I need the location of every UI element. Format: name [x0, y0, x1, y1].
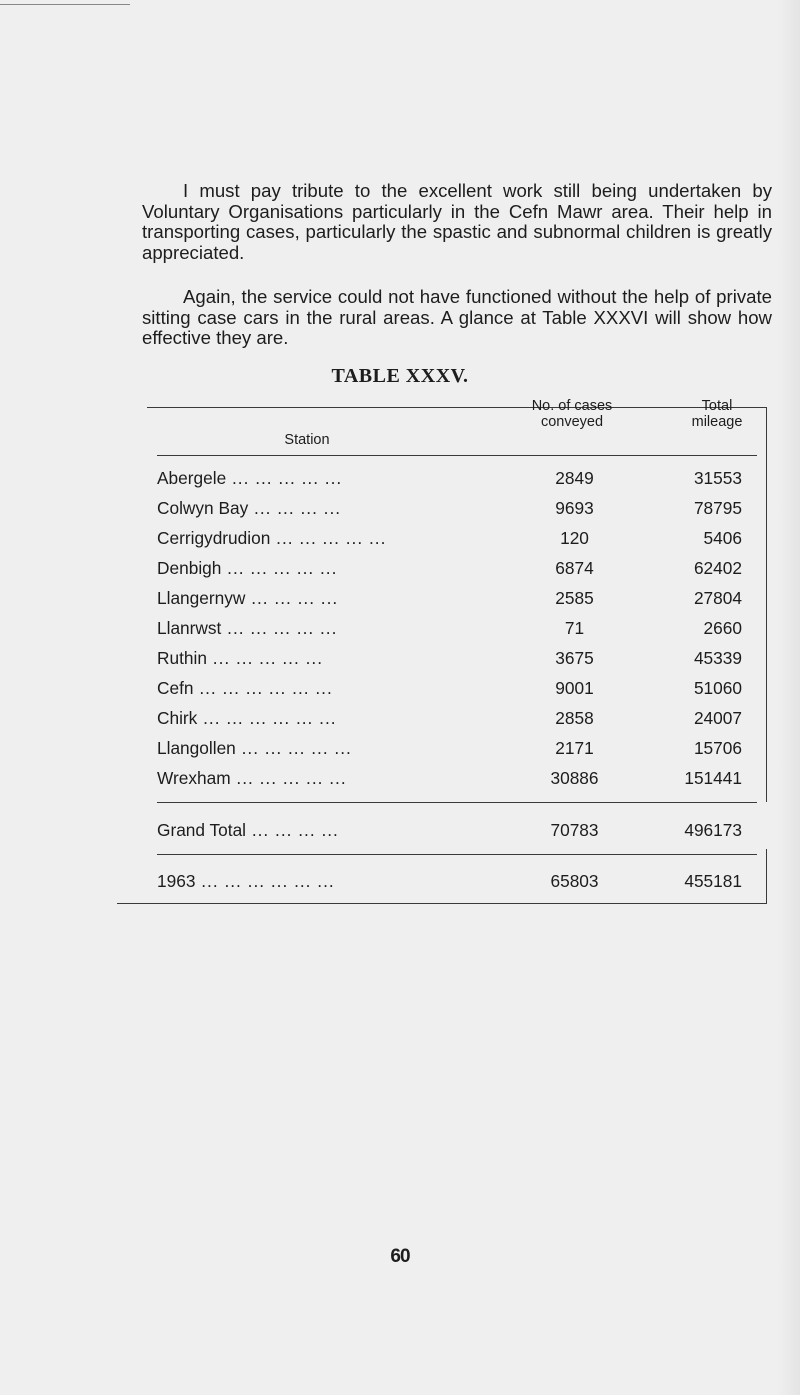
- header-mileage-line1: Total: [701, 398, 733, 414]
- cases-cell: 2585: [555, 588, 594, 608]
- table-row: [147, 708, 767, 738]
- mileage-cell: 455181: [684, 871, 742, 891]
- table-row: [147, 498, 767, 528]
- header-cases: [507, 398, 637, 430]
- mileage-cell: 51060: [693, 678, 742, 698]
- table-bottom-rule: [117, 903, 767, 904]
- cases-cell: 70783: [550, 820, 599, 840]
- total-bottom-rule: [157, 854, 757, 855]
- table-row: [147, 588, 767, 618]
- cases-cell: 2858: [555, 708, 594, 728]
- page-number: 60: [390, 1246, 410, 1267]
- paragraph-sitting-case-cars-text: Again, the service could not have functioned without the help of private sitting case cars in the rural areas. A glance at Table XXXVI will show how effective they are.: [142, 286, 772, 348]
- table-title: TABLE XXXV.: [331, 365, 469, 387]
- table-right-border-lower: [766, 849, 767, 904]
- header-cases-line1: No. of cases: [531, 398, 613, 414]
- header-cases-line2: conveyed: [540, 414, 604, 430]
- cases-cell: 120: [560, 528, 589, 548]
- total-top-rule: [157, 802, 757, 803]
- table-row: [147, 468, 767, 498]
- station-cell: Cerrigydrudion ... ... ... ... ...: [157, 528, 387, 548]
- station-cell: Llangollen ... ... ... ... ...: [157, 738, 352, 758]
- mileage-cell: 31553: [693, 468, 742, 488]
- cases-cell: 30886: [550, 768, 599, 788]
- top-rule: [0, 4, 130, 5]
- mileage-cell: 27804: [693, 588, 742, 608]
- mileage-cell: 45339: [693, 648, 742, 668]
- cases-cell: 2171: [555, 738, 594, 758]
- mileage-cell: 62402: [693, 558, 742, 578]
- header-station: Station: [284, 432, 330, 448]
- cases-cell: 65803: [550, 871, 599, 891]
- cases-cell: 2849: [555, 468, 594, 488]
- mileage-cell: 2660: [703, 618, 742, 638]
- cases-cell: 9693: [555, 498, 594, 518]
- station-cell: Denbigh ... ... ... ... ...: [157, 558, 338, 578]
- table-row: [147, 738, 767, 768]
- table-row: [147, 528, 767, 558]
- station-cell: Wrexham ... ... ... ... ...: [157, 768, 347, 788]
- table-row: [147, 648, 767, 678]
- mileage-cell: 15706: [693, 738, 742, 758]
- paragraph-tribute: [142, 181, 772, 263]
- station-cell: Cefn ... ... ... ... ... ...: [157, 678, 333, 698]
- station-cell: Llangernyw ... ... ... ...: [157, 588, 339, 608]
- station-cell: Colwyn Bay ... ... ... ...: [157, 498, 342, 518]
- cases-cell: 6874: [555, 558, 594, 578]
- paragraph-sitting-case-cars: [142, 287, 772, 349]
- station-cell: 1963 ... ... ... ... ... ...: [157, 871, 335, 891]
- station-cell: Ruthin ... ... ... ... ...: [157, 648, 323, 668]
- mileage-cell: 496173: [684, 820, 742, 840]
- cases-cell: 3675: [555, 648, 594, 668]
- header-mileage: [667, 398, 767, 430]
- header-rule: [157, 455, 757, 456]
- cases-cell: 71: [564, 618, 585, 638]
- station-cell: Llanrwst ... ... ... ... ...: [157, 618, 338, 638]
- paragraph-tribute-text: I must pay tribute to the excellent work still being undertaken by Voluntary Organisations particularly in the Cefn Mawr area. Their help in transporting cases, particularly the spastic and subnormal children is greatly appreciated.: [142, 180, 772, 263]
- page-edge: [778, 0, 800, 1395]
- station-cell: Chirk ... ... ... ... ... ...: [157, 708, 337, 728]
- mileage-cell: 78795: [693, 498, 742, 518]
- mileage-cell: 151441: [684, 768, 742, 788]
- mileage-cell: 5406: [703, 528, 742, 548]
- station-cell: Grand Total ... ... ... ...: [157, 820, 339, 840]
- table-row: [147, 618, 767, 648]
- table-row: [147, 678, 767, 708]
- previous-year-row: [147, 871, 767, 901]
- grand-total-row: [147, 820, 767, 850]
- mileage-cell: 24007: [693, 708, 742, 728]
- cases-cell: 9001: [555, 678, 594, 698]
- station-cell: Abergele ... ... ... ... ...: [157, 468, 343, 488]
- table-row: [147, 558, 767, 588]
- header-mileage-line2: mileage: [691, 414, 743, 430]
- table-row: [147, 768, 767, 798]
